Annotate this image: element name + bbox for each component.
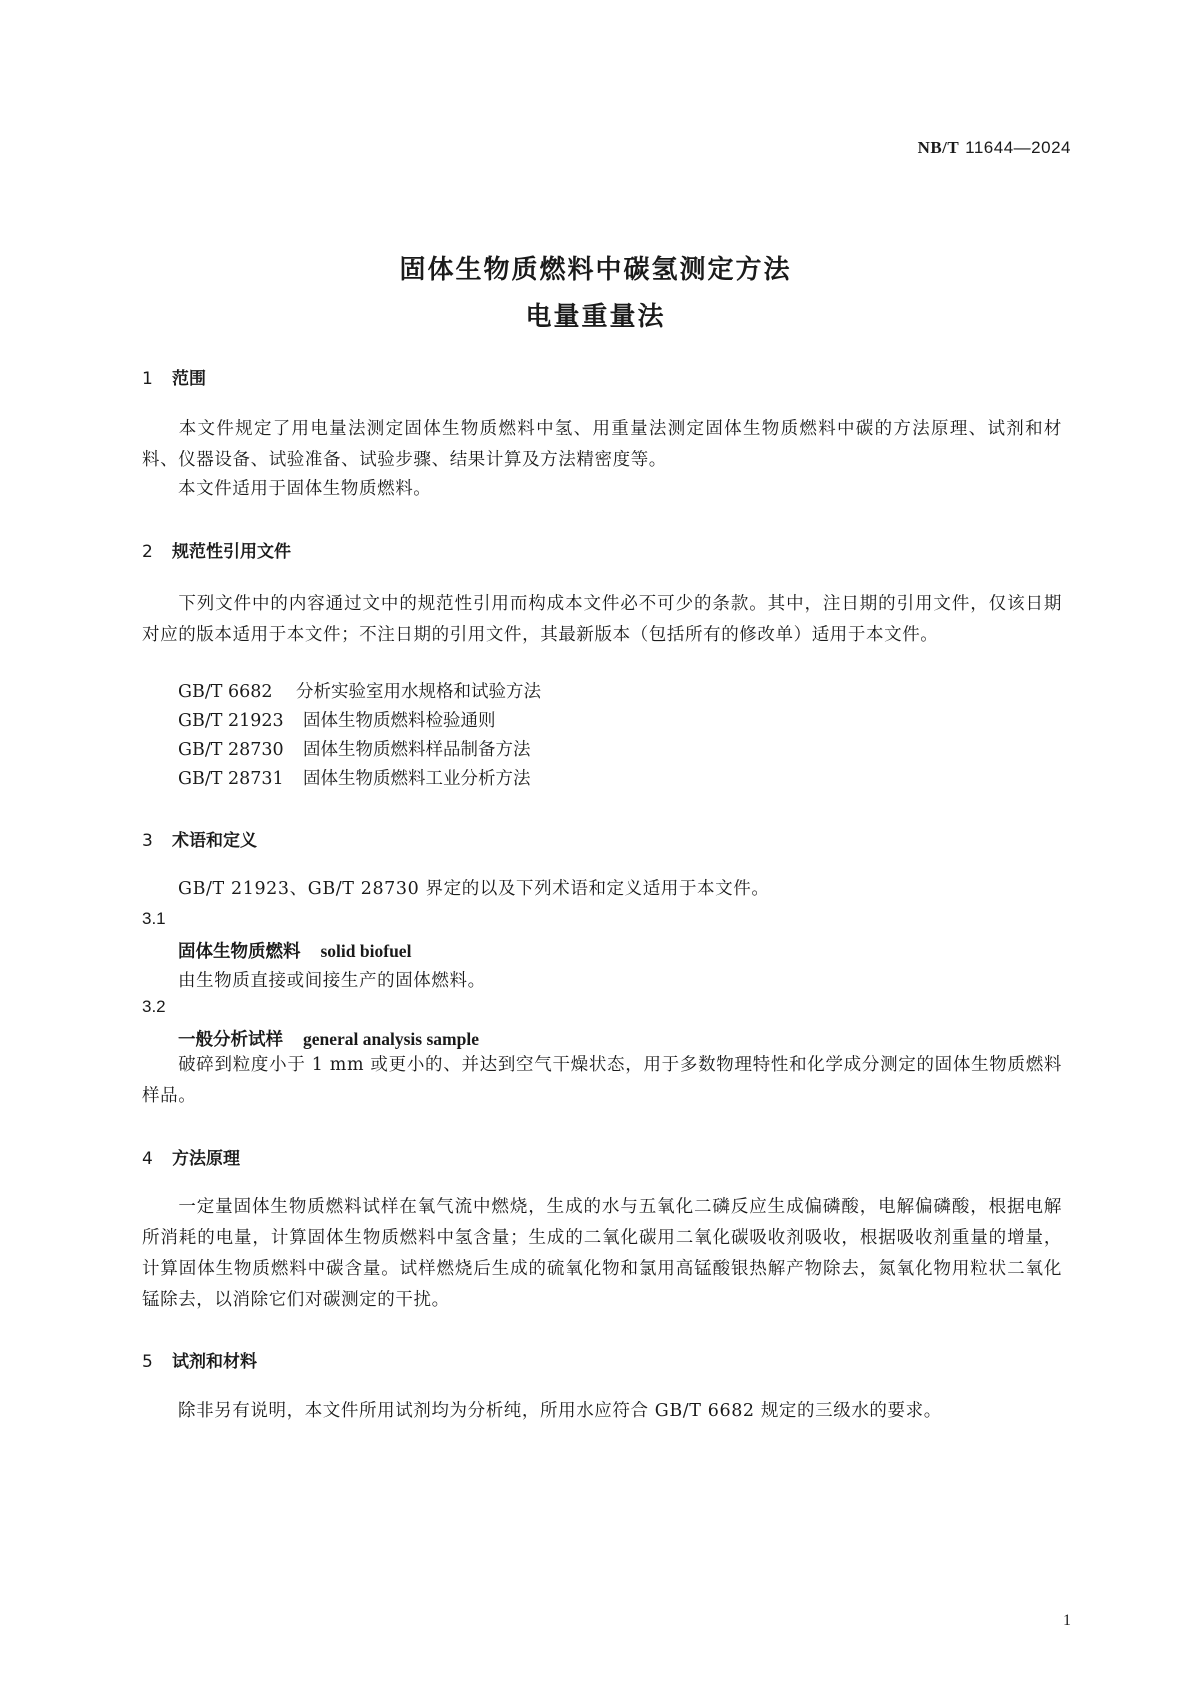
standard-prefix: NB/T: [917, 138, 960, 157]
section-5-heading: [142, 1347, 257, 1372]
section-number: 4: [142, 1149, 153, 1169]
section-1-heading: [142, 364, 206, 389]
section-title: 范围: [172, 369, 206, 389]
section-number: 2: [142, 542, 153, 562]
paragraph-text: 本文件规定了用电量法测定固体生物质燃料中氢、用重量法测定固体生物质燃料中碳的方法原理、试剂和材料、仪器设备、试验准备、试验步骤、结果计算及方法精密度等。: [142, 419, 1062, 470]
paragraph-text: 一定量固体生物质燃料试样在氧气流中燃烧，生成的水与五氧化二磷反应生成偏磷酸，电解偏磷酸，根据电解所消耗的电量，计算固体生物质燃料中氢含量；生成的二氧化碳用二氧化碳吸收剂吸收，根据吸收剂重量的增量，计算固体生物质燃料中碳含量。试样燃烧后生成的硫氧化物和氯用高锰酸银热解产物除去，氮氧化物用粒状二氧化锰除去，以消除它们对碳测定的干扰。: [142, 1197, 1062, 1310]
paragraph-text: GB/T 21923、GB/T 28730 界定的以及下列术语和定义适用于本文件。: [178, 879, 770, 899]
section-3-heading: [142, 826, 257, 851]
section-4-paragraph-1: [142, 1192, 1062, 1316]
reference-code: GB/T 21923: [178, 711, 284, 731]
section-title: 试剂和材料: [172, 1352, 257, 1372]
reference-title: 分析实验室用水规格和试验方法: [296, 682, 541, 702]
standard-number: 11644—2024: [965, 138, 1071, 157]
section-number: 1: [142, 369, 153, 389]
reference-title: 固体生物质燃料样品制备方法: [303, 740, 531, 760]
reference-item: [178, 678, 541, 703]
standard-header: [918, 138, 1071, 158]
section-1-paragraph-2: [142, 474, 1062, 505]
section-number: 5: [142, 1352, 153, 1372]
term-3-2: [178, 1026, 479, 1051]
paragraph-text: 本文件适用于固体生物质燃料。: [178, 479, 432, 499]
reference-title: 固体生物质燃料检验通则: [303, 711, 496, 731]
document-title: 固体生物质燃料中碳氢测定方法: [399, 255, 792, 285]
section-5-paragraph-1: [142, 1396, 1062, 1427]
definition-text: 破碎到粒度小于 1 mm 或更小的、并达到空气干燥状态，用于多数物理特性和化学成分测定的固体生物质燃料样品。: [142, 1055, 1062, 1106]
reference-code: GB/T 28731: [178, 769, 284, 789]
term-3-2-definition: [142, 1050, 1062, 1112]
section-3-paragraph-1: [142, 874, 1062, 905]
page-number: 1: [1063, 1612, 1071, 1629]
term-chinese: 固体生物质燃料: [178, 942, 301, 962]
reference-title: 固体生物质燃料工业分析方法: [303, 769, 531, 789]
term-english: general analysis sample: [303, 1029, 479, 1049]
term-3-1-definition: 由生物质直接或间接生产的固体燃料。: [178, 971, 486, 991]
term-3-1-number: 3.1: [142, 909, 166, 928]
reference-code: GB/T 6682: [178, 682, 273, 702]
section-1-paragraph-1: [142, 414, 1062, 476]
term-3-1: [178, 938, 411, 963]
reference-item: [178, 765, 531, 790]
section-title: 规范性引用文件: [172, 542, 291, 562]
reference-code: GB/T 28730: [178, 740, 284, 760]
term-3-2-number: 3.2: [142, 997, 166, 1016]
section-title: 方法原理: [172, 1149, 240, 1169]
section-2-paragraph-1: [142, 589, 1062, 651]
paragraph-text: 下列文件中的内容通过文中的规范性引用而构成本文件必不可少的条款。其中，注日期的引用文件，仅该日期对应的版本适用于本文件；不注日期的引用文件，其最新版本（包括所有的修改单）适用于本文件。: [142, 594, 1062, 645]
paragraph-text: 除非另有说明，本文件所用试剂均为分析纯，所用水应符合 GB/T 6682 规定的三级水的要求。: [178, 1401, 942, 1421]
term-english: solid biofuel: [320, 941, 412, 961]
reference-item: [178, 736, 531, 761]
section-2-heading: [142, 537, 291, 562]
reference-item: [178, 707, 496, 732]
term-chinese: 一般分析试样: [178, 1030, 283, 1050]
section-number: 3: [142, 831, 153, 851]
section-4-heading: [142, 1144, 240, 1169]
document-subtitle: 电量重量法: [525, 302, 666, 332]
section-title: 术语和定义: [172, 831, 257, 851]
